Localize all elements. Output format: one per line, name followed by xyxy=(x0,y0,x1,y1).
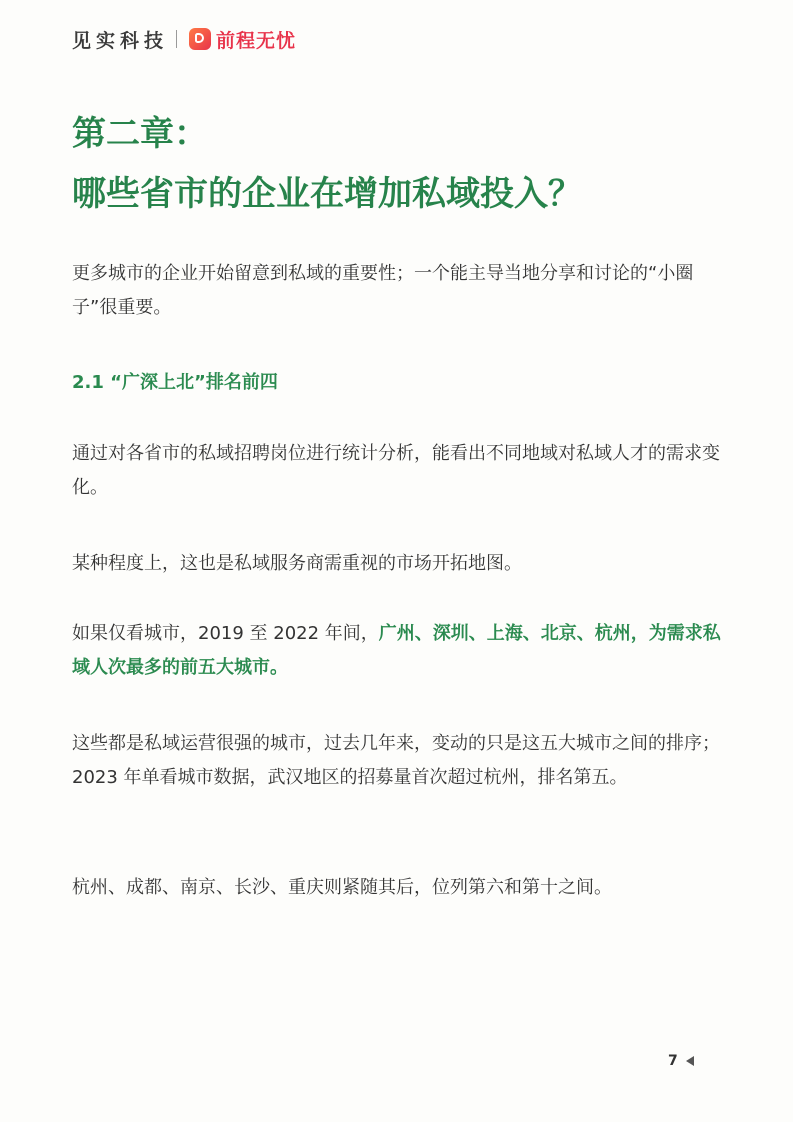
paragraph-5: 杭州、成都、南京、长沙、重庆则紧随其后，位列第六和第十之间。 xyxy=(72,877,612,898)
paragraph-3-highlight: 广州、深圳、上海、北京、杭州，为需求私域人次最多的前五大城市。 xyxy=(72,623,721,678)
paragraph-2: 某种程度上，这也是私域服务商需重视的市场开拓地图。 xyxy=(72,553,522,574)
qianchengwuyou-logo xyxy=(189,26,296,53)
page-number: 7 xyxy=(668,1053,678,1069)
chapter-title-line2: 哪些省市的企业在增加私域投入？ xyxy=(72,174,582,214)
intro-paragraph: 更多城市的企业开始留意到私域的重要性；一个能主导当地分享和讨论的“小圈子”很重要。 xyxy=(72,263,694,318)
paragraph-3-plain: 如果仅看城市，2019 至 2022 年间， xyxy=(72,623,379,644)
paragraph-4: 这些都是私域运营很强的城市，过去几年来，变动的只是这五大城市之间的排序；2023 年单看城市数据，武汉地区的招募量首次超过杭州，排名第五。 xyxy=(72,733,720,788)
paragraph-1: 通过对各省市的私域招聘岗位进行统计分析，能看出不同地域对私域人才的需求变化。 xyxy=(72,443,720,498)
header-divider xyxy=(176,30,177,48)
qianchengwuyou-logo-icon xyxy=(189,28,211,50)
page-arrow-left-icon xyxy=(686,1056,694,1066)
page-header xyxy=(72,25,296,53)
chapter-title xyxy=(72,104,582,224)
jianshi-brand-text: 见实科技 xyxy=(72,29,169,52)
chapter-title-line1: 第二章： xyxy=(72,114,208,154)
section-heading: 2.1 “广深上北”排名前四 xyxy=(72,372,278,393)
paragraph-3 xyxy=(72,617,722,685)
page-indicator xyxy=(668,1053,694,1069)
qianchengwuyou-brand-text: 前程无忧 xyxy=(216,29,297,52)
